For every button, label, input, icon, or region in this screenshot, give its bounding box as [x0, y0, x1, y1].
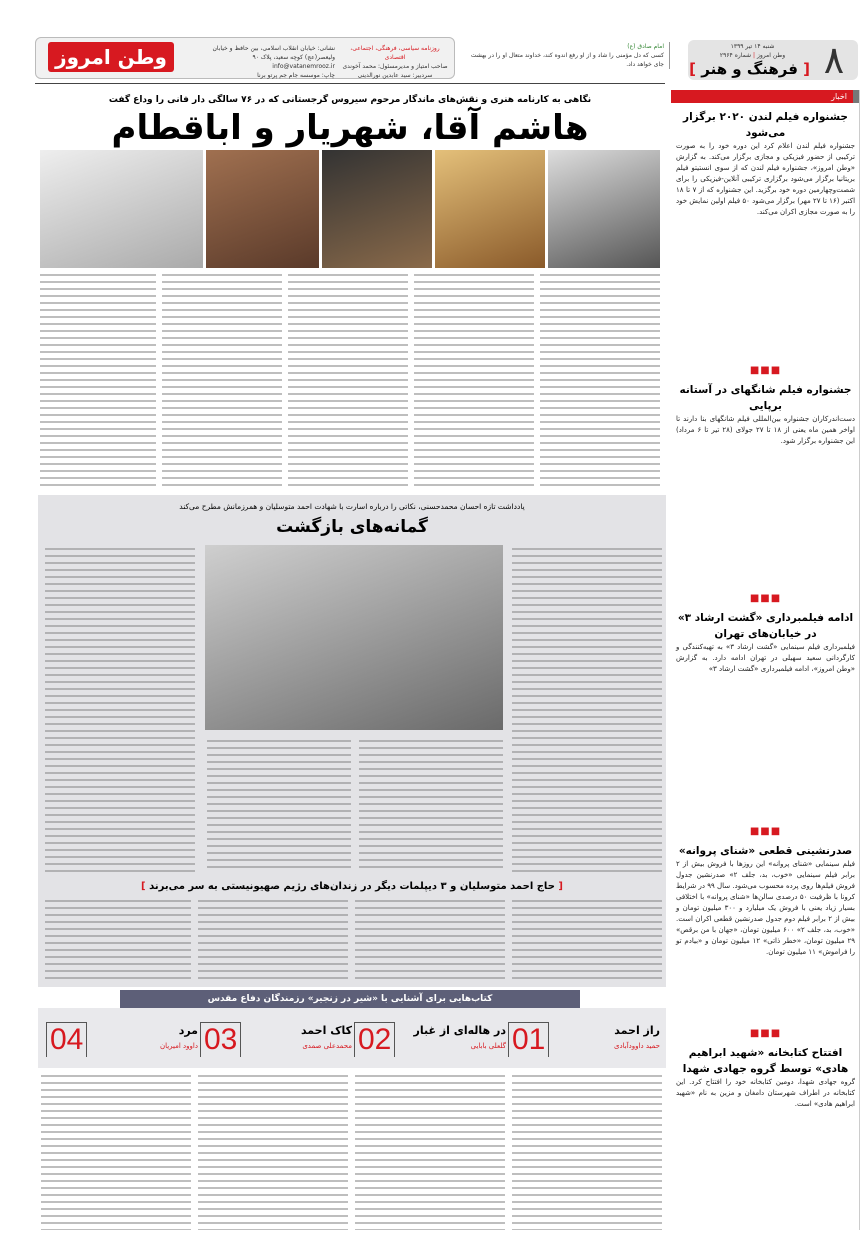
main-headline: هاشم آقا، شهریار و اباقطام [111, 108, 589, 148]
publisher-info: روزنامه سیاسی، فرهنگی، اجتماعی، اقتصادی صاحب امتیاز و مدیرمسئول: محمد آخوندی سردبیر: سید عابدین نورالدینی [342, 45, 448, 79]
books-banner: کتاب‌هایی برای آشنایی با «شیر در زنجیر» رزمندگان دفاع مقدس [120, 990, 580, 1008]
feature-kicker: یادداشت تازه احسان محمدحسنی، نکاتی را درباره اسارت با شهادت احمد متوسلیان و همرزمانش مطرح می‌کند [179, 502, 525, 511]
subhead-body [45, 900, 662, 982]
news-text: جشنواره فیلم لندن اعلام کرد این دوره خود را به صورت ترکیبی از حضور فیزیکی و مجازی برگزار می‌کند. به گزارش «وطن امروز»، جشنواره فیلم لندن که از سوی انستیتو فیلم بریتانیا برگزار می‌شود برگزاری ترکیبی آنلاین-فیزیکی را برای شصت‌وچهارمین دوره خود برگزید. این جشنواره که از ۷ تا ۱۸ اکتبر (۱۶ تا ۲۷ مهر) برگزار می‌شود ۵۰ فیلم اولین نمایش خود را به صورت مجازی اکران می‌کند. [676, 142, 856, 216]
news-text: دست‌اندرکاران جشنواره بین‌المللی فیلم شانگهای بنا دارند تا اواخر همین ماه یعنی از ۱۸ تا ۲۷ جولای (۲۸ تیر تا ۶ مرداد) این جشنواره برگزار شود. [676, 415, 855, 445]
quote: امام صادق (ع) کسی که دل مؤمنی را شاد و از او رفع اندوه کند، خداوند متعال او را در بهشت جای خواهد داد. [470, 42, 670, 69]
feature-subhead: [ حاج احمد متوسلیان و ۳ دیپلمات دیگر در زندان‌های رژیم صهیونیستی به سر می‌برند ] [141, 881, 563, 892]
news-text: گروه جهادی شهدا، دومین کتابخانه خود را افتتاح کرد. این کتابخانه در اطراف شهرستان دامغان و مزین به نام «شهید ابراهیم هادی» است. [676, 1078, 855, 1108]
photo-abaqetam [435, 150, 545, 268]
feature-photo [205, 545, 503, 730]
feature-body [512, 548, 662, 873]
news-title: صدرنشینی قطعی «شنای پروانه» [678, 845, 853, 857]
news-title: جشنواره فیلم لندن ۲۰۲۰ برگزار می‌شود [683, 111, 848, 139]
address: نشانی: خیابان انقلاب اسلامی، بین حافظ و خیابان ولیعصر(عج) کوچه سعید، پلاک ۹۰ info@vatanemrooz.ir چاپ: موسسه جام جم پرتو برنا [212, 45, 335, 79]
feature-headline: گمانه‌های بازگشت [276, 517, 428, 537]
news-text: فیلمبرداری فیلم سینمایی «گشت ارشاد ۳» به تهیه‌کنندگی و کارگردانی سعید سهیلی در تهران ادامه دارد. به گزارش «وطن امروز»، ادامه فیلمبرداری «گشت ارشاد ۳» [676, 643, 855, 673]
issue-info: شنبه ۱۴ تیر ۱۳۹۹ وطن امروز | شماره ۲۹۶۴ [719, 43, 786, 59]
photo-portrait [548, 150, 660, 268]
logo: وطن امروز [48, 42, 174, 72]
news-tag: اخبار [671, 90, 859, 103]
books-body [40, 1075, 662, 1230]
main-article-body [40, 274, 660, 488]
main-kicker: نگاهی به کارنامه هنری و نقش‌های ماندگار مرحوم سیروس گرجستانی که در ۷۶ سالگی دار فانی را وداع گفت [108, 95, 592, 105]
section-title: [ فرهنگ و هنر ] [689, 60, 810, 78]
news-title: جشنواره فیلم شانگهای در آستانه برپایی [679, 384, 852, 412]
photo-hashem-agha [40, 150, 203, 268]
news-title: ادامه فیلمبرداری «گشت ارشاد ۳» در خیابان‌های تهران [677, 612, 854, 640]
feature-body [45, 548, 195, 873]
news-text: فیلم سینمایی «شنای پروانه» این روزها با فروش بیش از ۲ برابر فیلم سینمایی «خوب، بد، جلف ۲» صدرنشین جدول فروش فیلم‌ها روی پرده محسوب می‌شود. سال ۹۹ در شرایط کرونا با ظرفیت ۵۰ درصدی سالن‌ها «شنای پروانه» با اختلافی بسیار زیاد یعنی با فروش یک میلیارد و ۳۰۰ میلیون تومان و بیش از ۲ برابر فیلم دوم جدول صدرنشین قطعی اکران است. «خوب، بد، جلف ۲» ۶۰۰ میلیون تومان، «جهان با من برقص» ۲۹ میلیون تومان، «خطر ذاتی» ۱۲ میلیون تومان و «بیادم تو را فراموش» ۱۱ میلیون تومان. [676, 860, 856, 956]
book-item: 03 کاک احمد محمدعلی صمدی [200, 1012, 352, 1068]
book-item: 01 راز احمد حمید داوودآبادی [508, 1012, 660, 1068]
book-item: 02 در هاله‌ای از غبار گلعلی بابایی [354, 1012, 506, 1068]
news-title: افتتاح کتابخانه «شهید ابراهیم هادی» توسط گروه جهادی شهدا [682, 1047, 849, 1075]
book-item: 04 مرد داوود امیریان [46, 1012, 198, 1068]
page-number: ۸ [823, 38, 845, 82]
feature-body [205, 740, 503, 873]
photo-family [206, 150, 319, 268]
photo-shahriar [322, 150, 432, 268]
news-sidebar: اخبار جشنواره فیلم لندن ۲۰۲۰ برگزار می‌شود جشنواره فیلم لندن اعلام کرد این دوره خود را به صورت ترکیبی از حضور فیزیکی و مجازی برگزار می‌کند. به گزارش «وطن امروز»، جشنواره فیلم لندن که از سوی انستیتو فیلم بریتانیا برگزار می‌شود برگزاری ترکیبی آنلاین-فیزیکی را برای شصت‌وچهارمین دوره خود برگزید. این جشنواره که از ۷ تا ۱۸ اکتبر (۱۶ تا ۲۷ مهر) برگزار می‌شود ۵۰ فیلم اولین نمایش خود را به صورت مجازی اکران می‌کند. ■■■ جشنواره فیلم شانگهای در آستانه برپایی دست‌اندرکاران جشنواره بین‌المللی فیلم شانگهای بنا دارند تا اواخر همین ماه یعنی از ۱۸ تا ۲۷ جولای (۲۸ تیر تا ۶ مرداد) این جشنواره برگزار شود. ■■■ ادامه فیلمبرداری «گشت ارشاد ۳» در خیابان‌های تهران فیلمبرداری فیلم سینمایی «گشت ارشاد ۳» به تهیه‌کنندگی و کارگردانی سعید سهیلی در تهران ادامه دارد. به گزارش «وطن امروز»، ادامه فیلمبرداری «گشت ارشاد ۳» ■■■ صدرنشینی قطعی «شنای پروانه» فیلم سینمایی «شنای پروانه» این روزها با فروش بیش از ۲ برابر فیلم سینمایی «خوب، بد، جلف ۲» صدرنشین جدول فروش فیلم‌ها روی پرده محسوب می‌شود. سال ۹۹ در شرایط کرونا با ظرفیت ۵۰ درصدی سالن‌ها «شنای پروانه» با اختلافی بسیار زیاد یعنی با فروش یک میلیارد و ۳۰۰ میلیون تومان و بیش از ۲ برابر فیلم دوم جدول صدرنشین قطعی اکران است. «خوب، بد، جلف ۲» ۶۰۰ میلیون تومان، «جهان با من برقص» ۲۹ میلیون تومان، «خطر ذاتی» ۱۲ میلیون تومان و «بیادم تو را فراموش» ۱۱ میلیون تومان. ■■■ افتتاح کتابخانه «شهید ابراهیم هادی» توسط گروه جهادی شهدا گروه جهادی شهدا، دومین کتابخانه خود را افتتاح کرد. این کتابخانه در اطراف شهرستان دامغان و مزین به نام «شهید ابراهیم هادی» است. [672, 90, 860, 1230]
